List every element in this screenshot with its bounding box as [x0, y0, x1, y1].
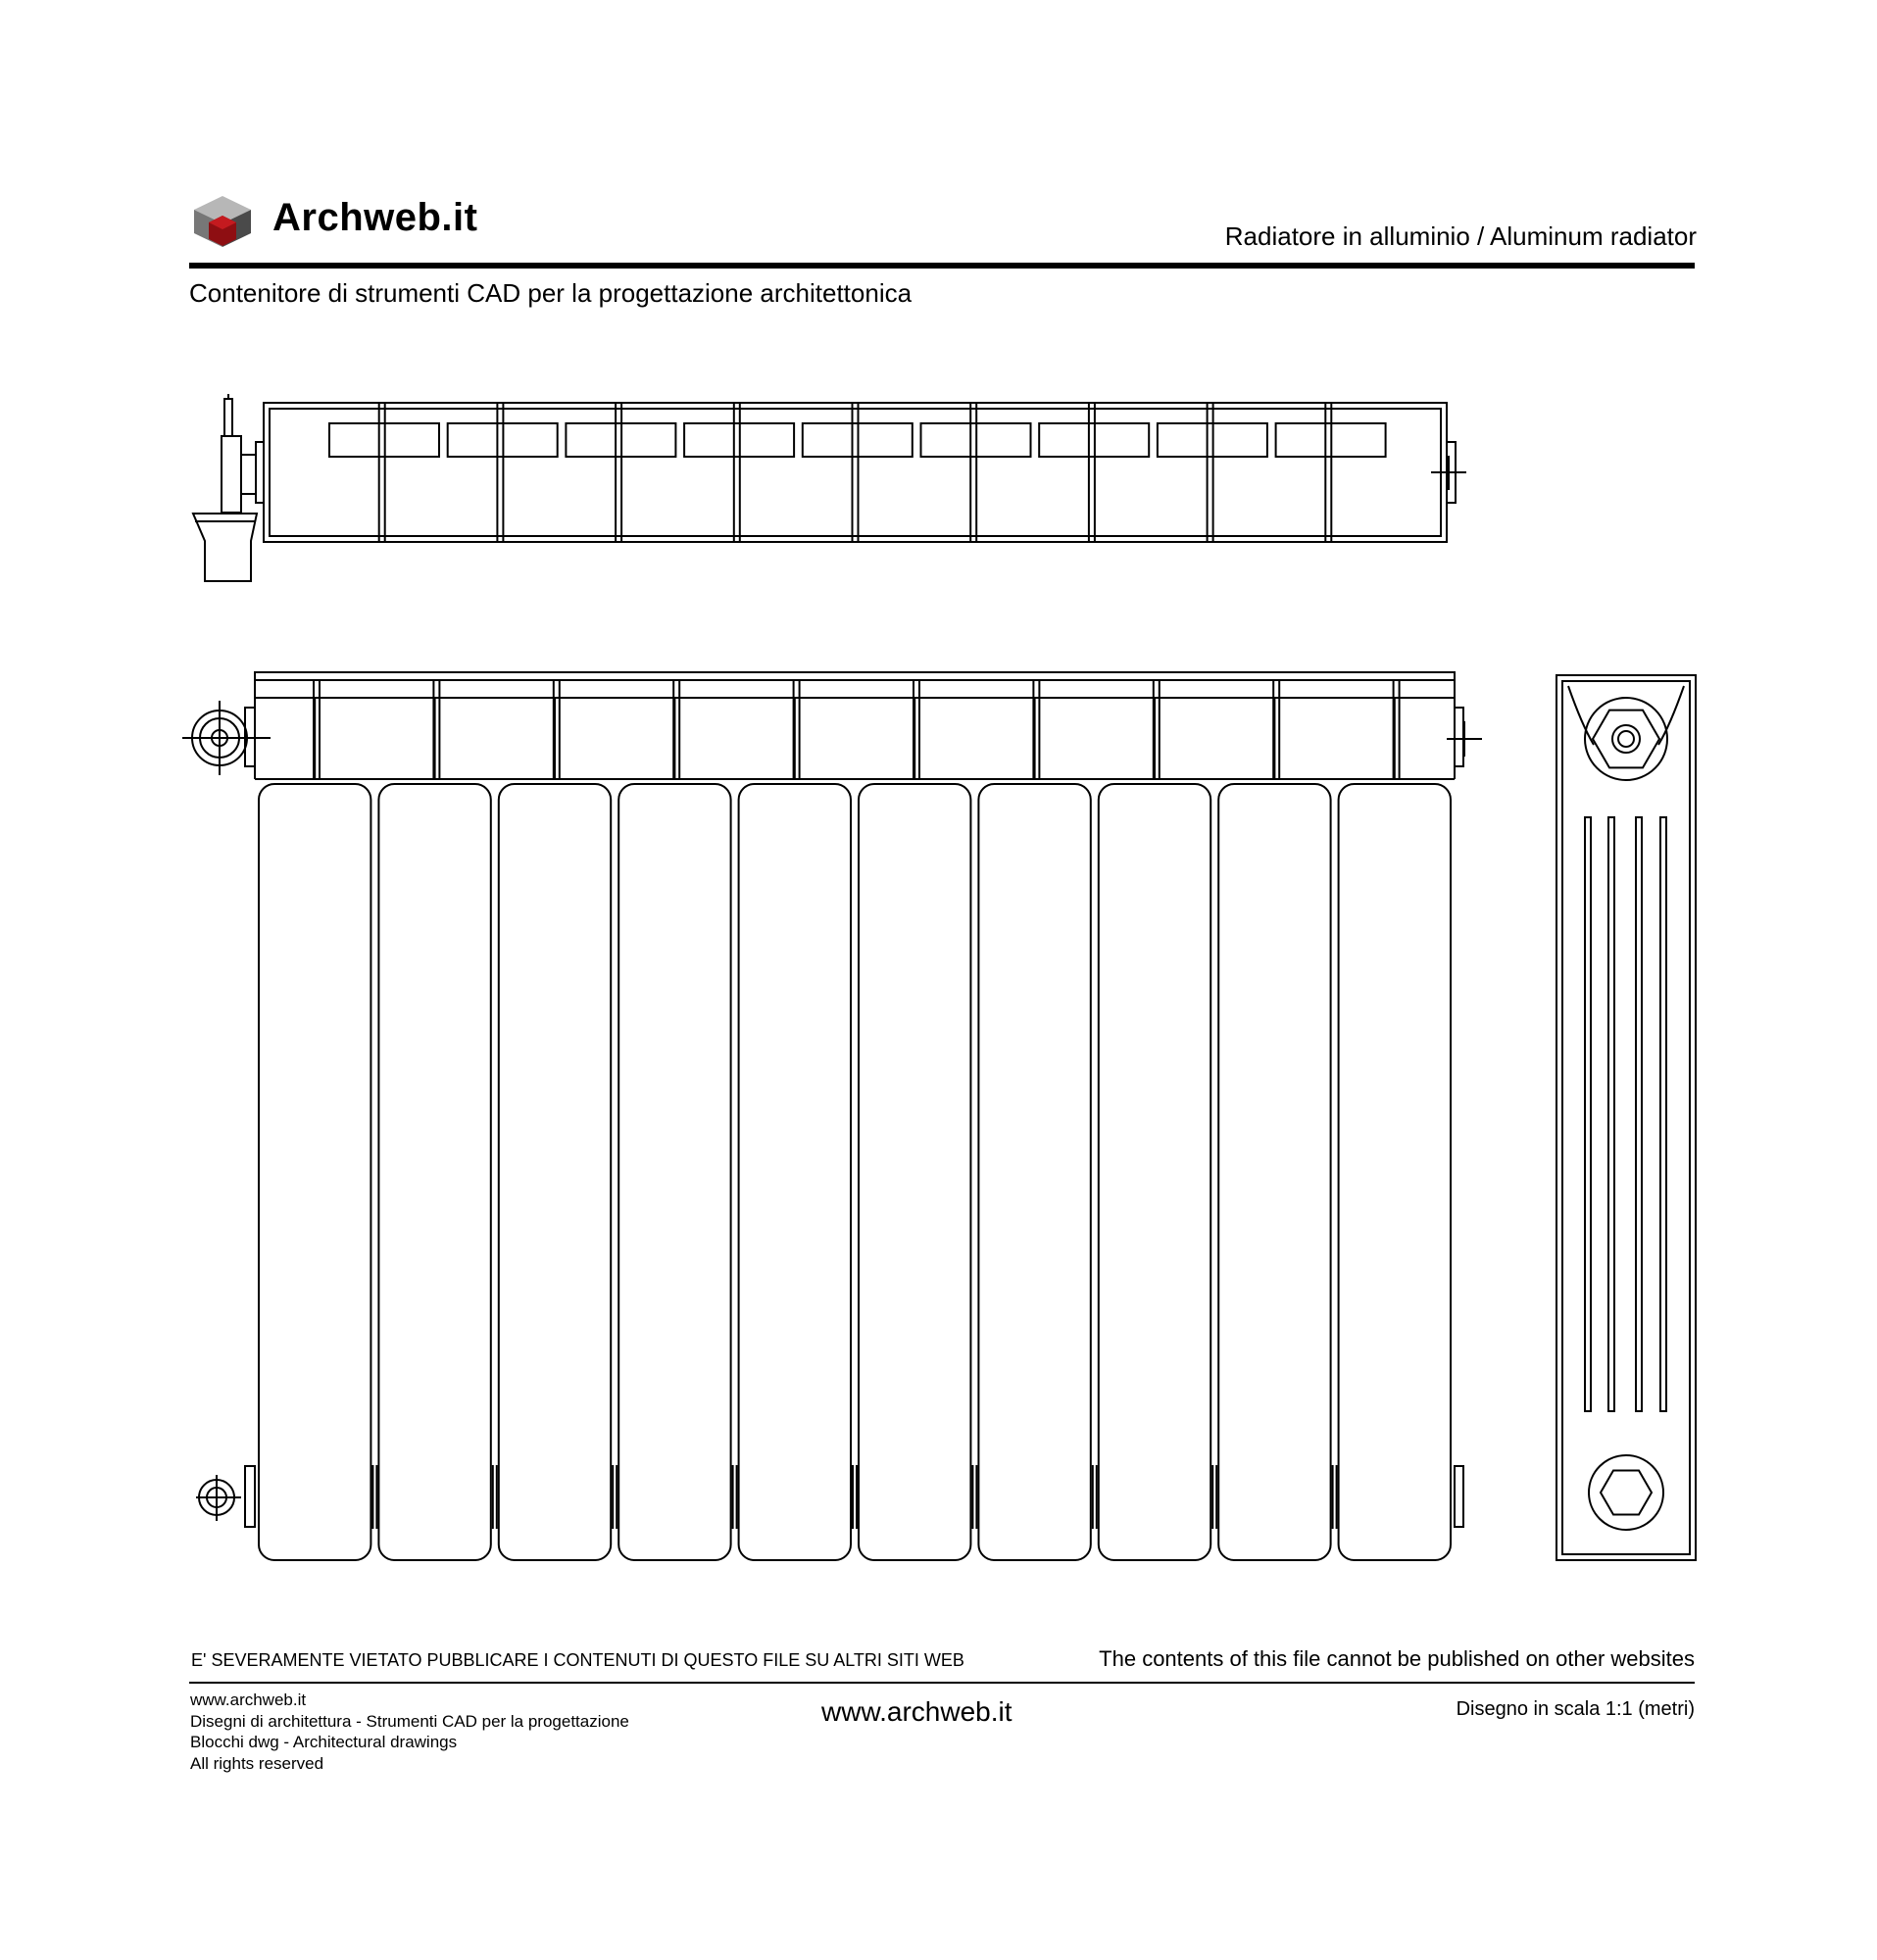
plan-valve-nut	[256, 442, 264, 503]
plan-valve-handle	[193, 514, 257, 581]
bottom-right-plug	[1455, 1466, 1463, 1527]
plan-inner-outline	[270, 409, 1441, 536]
side-header-curve	[1568, 686, 1594, 745]
radiator-element	[1218, 784, 1330, 1560]
radiator-element	[378, 784, 490, 1560]
side-fin	[1636, 817, 1642, 1411]
side-header-curve	[1658, 686, 1684, 745]
side-inner-outline	[1562, 681, 1690, 1554]
warning-italian: E' SEVERAMENTE VIETATO PUBBLICARE I CONTENUTI DI QUESTO FILE SU ALTRI SITI WEB	[191, 1650, 964, 1670]
footer-line: www.archweb.it	[190, 1690, 307, 1709]
warning-english: The contents of this file cannot be published on other websites	[1099, 1646, 1695, 1671]
plan-valve-body	[222, 436, 241, 513]
side-top-port-core	[1618, 731, 1634, 747]
footer-line: Blocchi dwg - Architectural drawings	[190, 1733, 458, 1751]
bottom-left-plug	[245, 1466, 255, 1527]
radiator-element	[739, 784, 851, 1560]
side-outline	[1556, 675, 1696, 1560]
radiator-element	[618, 784, 730, 1560]
radiator-element	[1339, 784, 1451, 1560]
radiator-side-elevation	[1556, 675, 1696, 1560]
brand-name: Archweb.it	[272, 196, 478, 239]
side-fin	[1660, 817, 1666, 1411]
radiator-element	[859, 784, 970, 1560]
footer-credits	[190, 1690, 629, 1774]
side-fin	[1585, 817, 1591, 1411]
radiator-element	[978, 784, 1090, 1560]
plan-valve-connector	[241, 455, 256, 494]
side-top-hex-nut	[1593, 710, 1659, 768]
drawing-title: Radiatore in alluminio / Aluminum radiator	[1224, 221, 1697, 251]
subtitle: Contenitore di strumenti CAD per la progettazione architettonica	[189, 278, 913, 308]
radiator-element	[499, 784, 611, 1560]
footer-line: All rights reserved	[190, 1753, 324, 1773]
top-right-plug	[1455, 708, 1463, 766]
side-bottom-hex-nut	[1601, 1471, 1652, 1515]
plan-valve-stem	[224, 399, 232, 436]
side-fin	[1608, 817, 1614, 1411]
radiator-front-elevation	[182, 672, 1482, 1560]
footer-line: Disegni di architettura - Strumenti CAD per la progettazione	[190, 1711, 629, 1731]
footer-url: www.archweb.it	[821, 1696, 1013, 1727]
drawing-scale: Disegno in scala 1:1 (metri)	[1456, 1698, 1695, 1720]
radiator-element	[259, 784, 370, 1560]
radiator-plan-view	[193, 394, 1466, 581]
radiator-element	[1099, 784, 1210, 1560]
side-top-port-ring	[1612, 725, 1640, 753]
footer-rule	[189, 1682, 1695, 1684]
header-top-strip	[255, 672, 1455, 680]
